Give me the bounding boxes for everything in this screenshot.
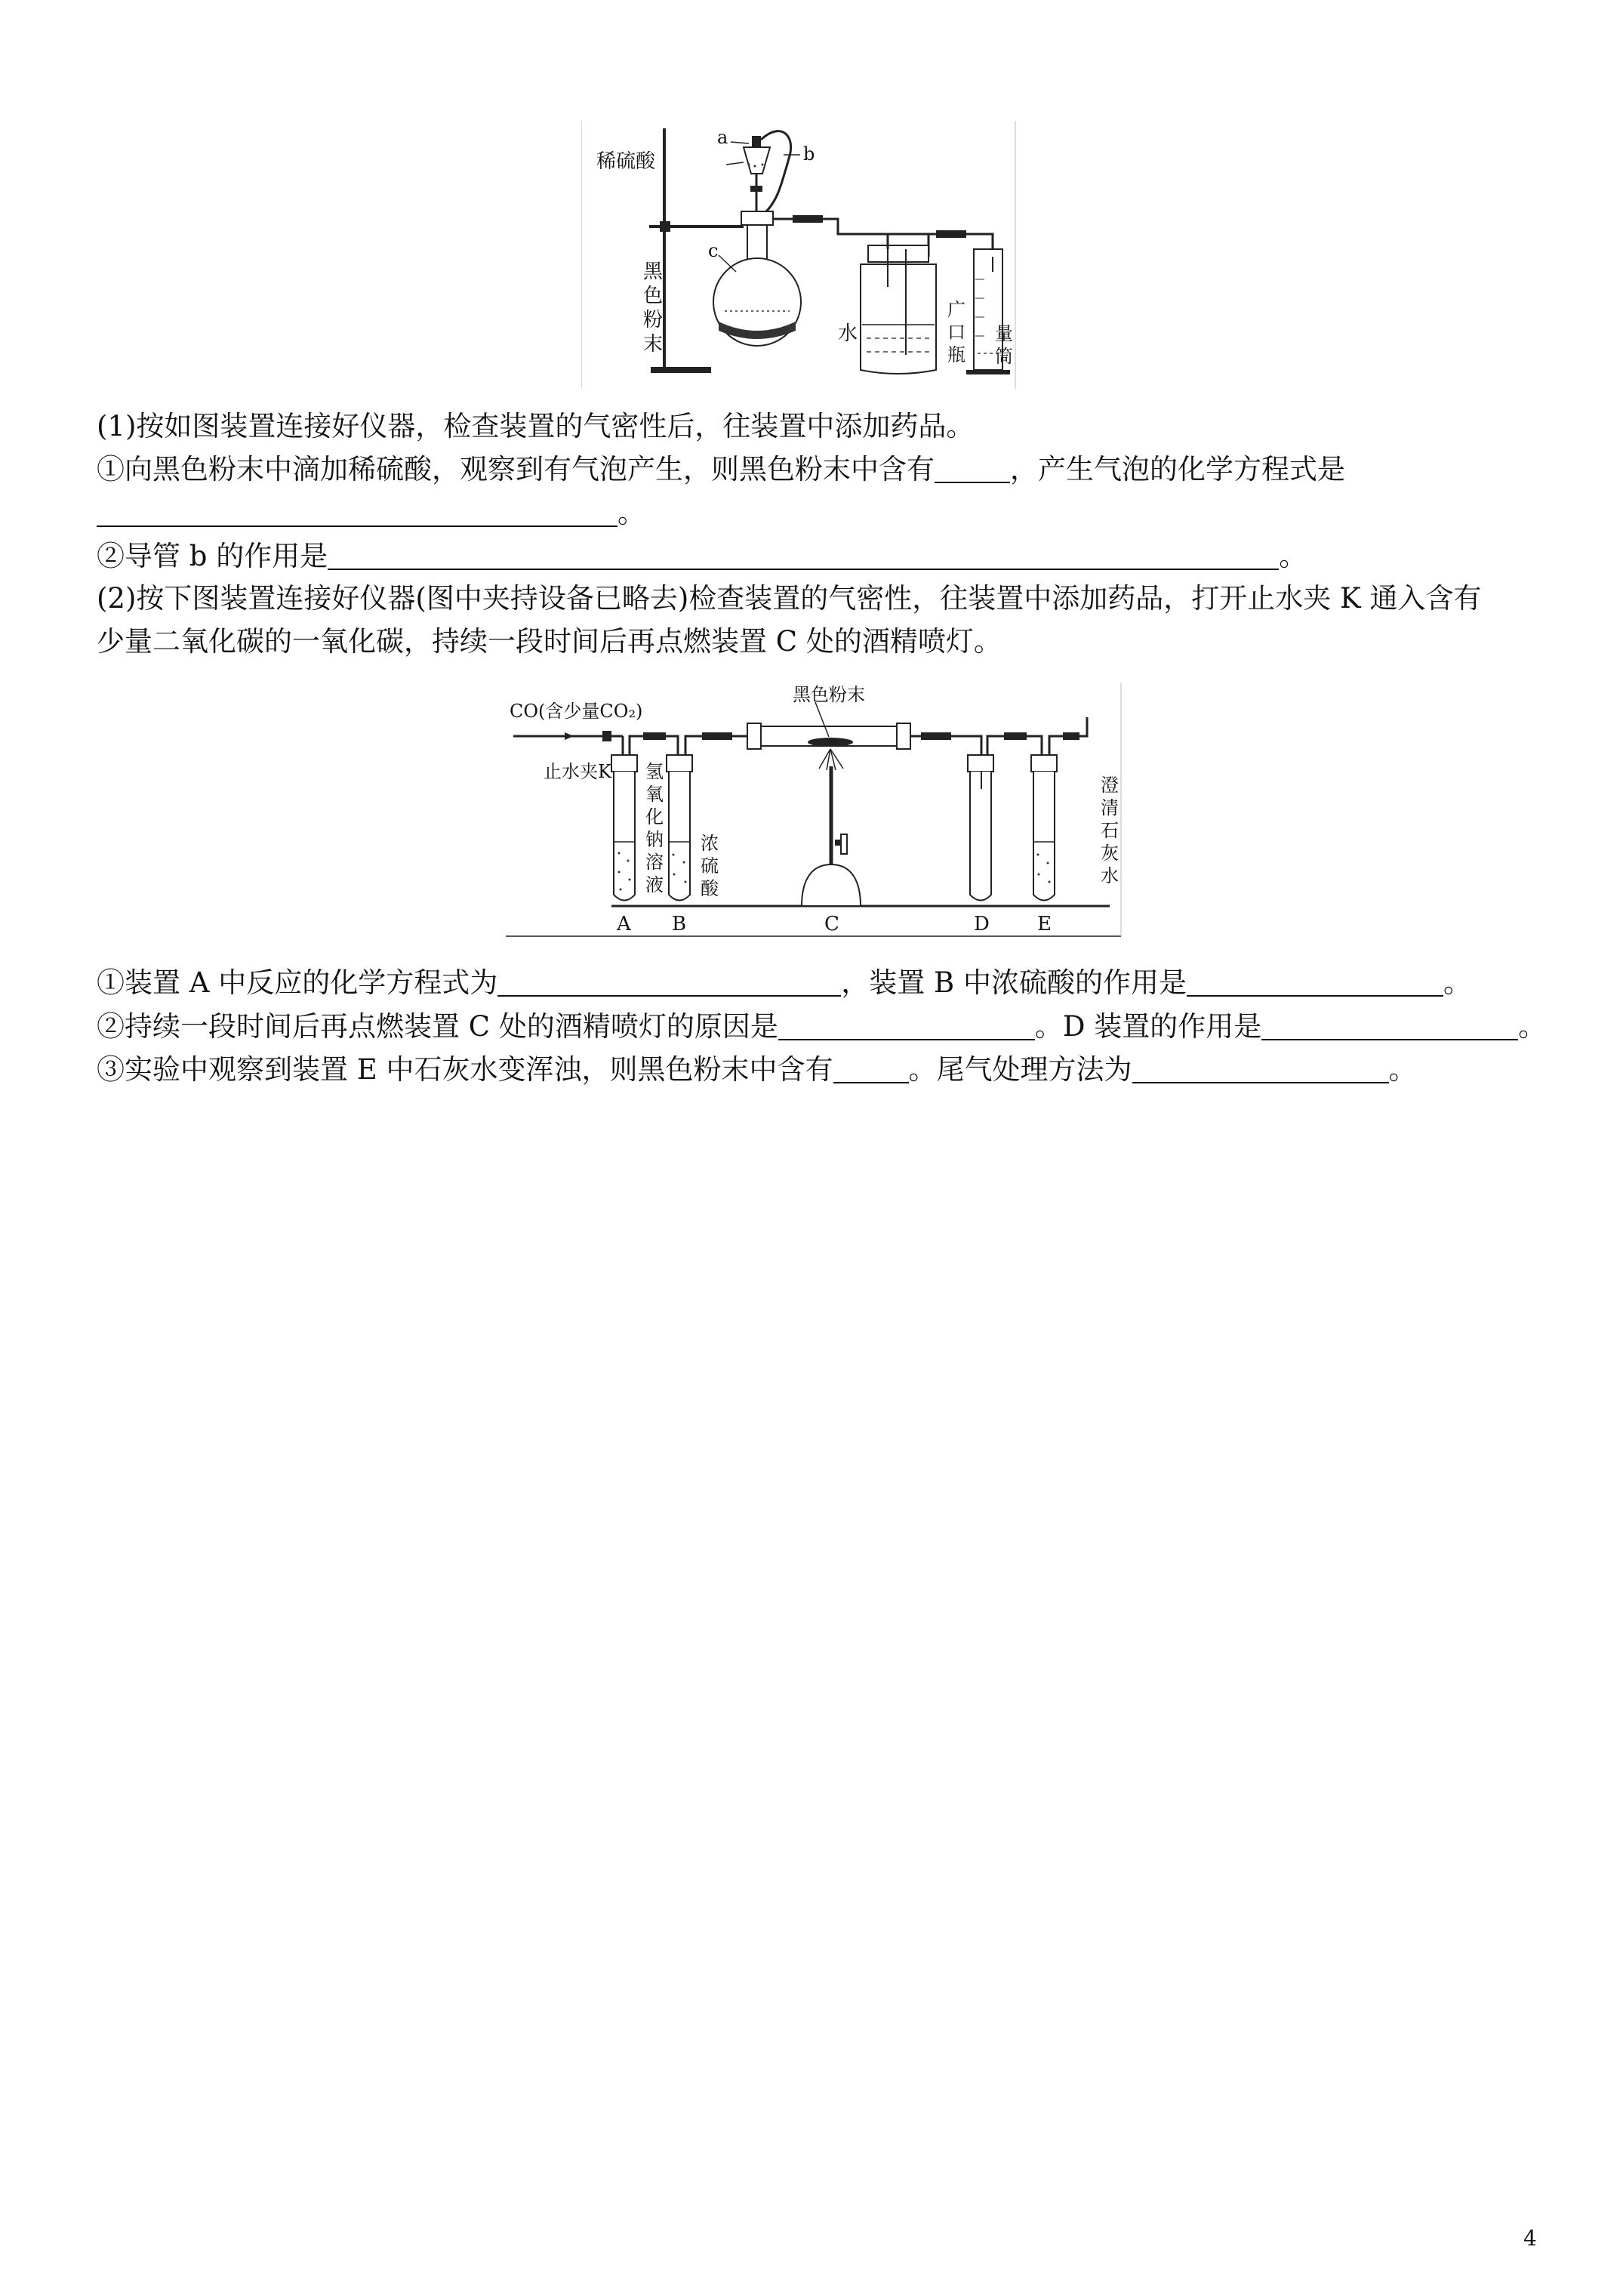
label-limewater-5: 水	[1101, 865, 1119, 886]
label-h2so4-2: 硫	[701, 855, 719, 877]
label-a: a	[717, 127, 728, 148]
question-2-1: ①装置 A 中反应的化学方程式为 ，装置 B 中浓硫酸的作用是 。	[97, 966, 1471, 999]
label-b: b	[803, 143, 815, 165]
label-limewater-4: 灰	[1101, 843, 1119, 864]
label-naoh-6: 液	[645, 874, 664, 895]
answer-blank-d-role[interactable]	[1261, 1013, 1518, 1040]
answer-blank-h2so4-role[interactable]	[1187, 969, 1443, 997]
label-cylinder-2: 筒	[995, 346, 1013, 367]
label-limewater-3: 石	[1101, 820, 1119, 841]
answer-blank-equation-A[interactable]	[497, 969, 841, 997]
label-h2so4-3: 酸	[701, 878, 719, 899]
label-acid: 稀硫酸	[596, 150, 656, 173]
label-limewater-1: 澄	[1101, 775, 1119, 796]
label-powder: 黑色粉末	[793, 684, 865, 705]
question-2-2: ②持续一段时间后再点燃装置 C 处的酒精喷灯的原因是 。D 装置的作用是 。	[97, 1010, 1547, 1043]
label-bottle-3: 瓶	[947, 344, 965, 365]
answer-blank-equation-1[interactable]	[97, 500, 617, 527]
label-E: E	[1037, 913, 1052, 935]
figure-2-apparatus	[506, 680, 1132, 944]
label-water: 水	[838, 322, 858, 345]
question-1-2: ②导管 b 的作用是 。	[97, 540, 1307, 572]
label-limewater-2: 清	[1101, 797, 1119, 818]
label-D: D	[974, 913, 990, 935]
label-C: C	[824, 913, 839, 935]
label-naoh-2: 氧	[645, 784, 664, 805]
answer-blank-reason[interactable]	[778, 1013, 1035, 1040]
label-A: A	[617, 913, 631, 935]
question-2-3: ③实验中观察到装置 E 中石灰水变浑浊，则黑色粉末中含有 。尾气处理方法为 。	[97, 1053, 1417, 1086]
answer-blank-tail-gas[interactable]	[1132, 1056, 1389, 1083]
figure-1-apparatus	[581, 113, 1034, 393]
label-bottle-1: 广	[947, 299, 965, 320]
label-naoh-3: 化	[645, 806, 664, 827]
paragraph-part2-intro-cont: 少量二氧化碳的一氧化碳，持续一段时间后再点燃装置 C 处的酒精喷灯。	[97, 625, 1002, 658]
label-clamp: 止水夹K	[544, 761, 611, 782]
label-powder-1: 黑	[643, 260, 664, 283]
paragraph-part2-intro: (2)按下图装置连接好仪器(图中夹持设备已略去)检查装置的气密性，往装置中添加药品，打开止水夹 K 通入含有	[97, 582, 1482, 615]
label-naoh-1: 氢	[645, 761, 664, 782]
label-powder-3: 粉	[643, 309, 664, 331]
label-naoh-5: 溶	[645, 852, 664, 873]
label-h2so4-1: 浓	[701, 833, 719, 854]
label-B: B	[672, 913, 687, 935]
label-cylinder-1: 量	[995, 323, 1013, 344]
label-gas-in: CO(含少量CO₂)	[510, 701, 643, 722]
label-powder-4: 末	[643, 333, 664, 356]
answer-blank-tube-b[interactable]	[328, 543, 1279, 570]
label-c: c	[708, 240, 719, 261]
question-1-1: ①向黑色粉末中滴加稀硫酸，观察到有气泡产生，则黑色粉末中含有 ，产生气泡的化学方程式是	[97, 453, 1345, 485]
label-powder-2: 色	[643, 285, 664, 307]
answer-blank-substance-2[interactable]	[833, 1056, 909, 1083]
question-1-1-equation: 。	[97, 495, 645, 532]
label-bottle-2: 口	[947, 322, 965, 343]
label-naoh-4: 钠	[645, 829, 664, 850]
paragraph-part1-intro: (1)按如图装置连接好仪器，检查装置的气密性后，往装置中添加药品。	[97, 410, 975, 442]
answer-blank-substance[interactable]	[935, 456, 1010, 483]
page-number: 4	[1523, 2226, 1537, 2251]
